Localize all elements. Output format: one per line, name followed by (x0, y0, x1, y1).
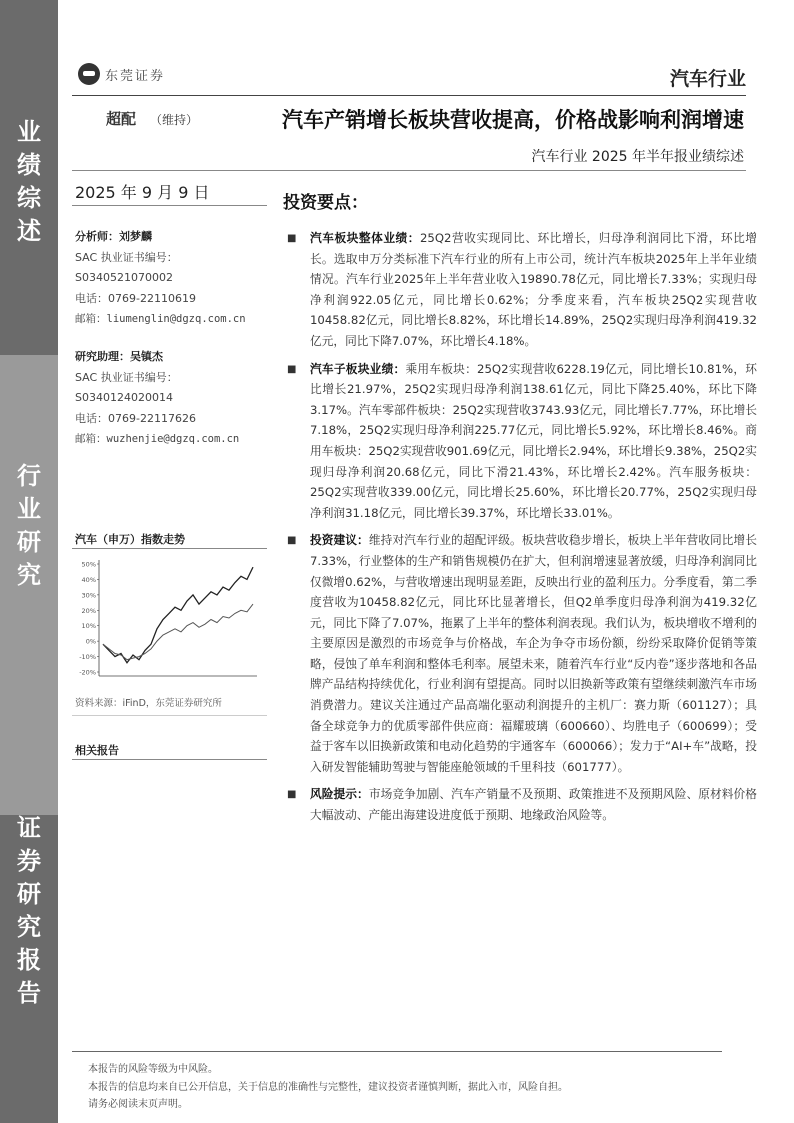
subtitle-divider (72, 170, 746, 171)
analyst-email[interactable]: 邮箱：liumenglin@dgzq.com.cn (75, 313, 246, 325)
company-logo (78, 63, 165, 85)
y-tick-label: -20% (79, 668, 96, 677)
chart-title-divider (72, 548, 267, 549)
chart-source: 资料来源：iFinD，东莞证券研究所 (75, 698, 222, 709)
sidebar-text-securities-report (0, 812, 58, 1010)
series-line-1 (103, 567, 253, 663)
square-bullet-icon: ■ (287, 363, 297, 375)
point-label: 风险提示： (310, 787, 369, 802)
key-points-list (287, 228, 757, 833)
assistant-email[interactable]: 邮箱：wuzhenjie@dgzq.com.cn (75, 433, 240, 445)
point-label: 汽车子板块业绩： (310, 361, 406, 376)
sidebar-char: 业 (17, 495, 41, 523)
footer-divider (72, 1051, 722, 1052)
footer-disclaimer (88, 1061, 568, 1114)
sidebar-char: 绩 (17, 151, 41, 179)
report-subtitle: 汽车行业 2025 年半年报业绩综述 (531, 149, 744, 165)
y-tick-label: 20% (81, 606, 96, 615)
assistant-phone: 电话：0769-22117626 (75, 411, 196, 425)
sidebar-char: 报 (17, 946, 41, 974)
sidebar-text-report-type (0, 116, 58, 248)
square-bullet-icon: ■ (287, 535, 297, 547)
rating-block (106, 108, 198, 129)
point-text: 维持对汽车行业的超配评级。板块营收稳步增长，板块上半年营收同比增长7.33%，行业整体的生产和销售规模仍在扩大，但利润增速显著放缓，归母净利润同比仅微增0.62%，与营收增速出现明显差距，反映出行业的盈利压力。分季度看，第二季度营收为10458.82亿元，同比环比显著增长，但Q2单季度归母净利润为419.32亿元，同比下降了7.07%，拖累了上半年的整体利润表现。我们认为，板块增收不增利的主要原因是激烈的市场竞争与价格战，车企为争夺市场份额，纷纷采取降价促销等策略，侵蚀了单车利润和整体毛利率。展望未来，随着汽车行业“反内卷”逐步落地和各品牌产品结构持续优化，行业利润有望提高。同时以旧换新等政策有望继续刺激汽车市场消费潜力。建议关注通过产品高端化驱动利润提升的主机厂：赛力斯（601127）；具备全球竞争力的优质零部件供应商：福耀玻璃（600660）、均胜电子（600699）；受益于客车以旧换新政策和电动化趋势的宇通客车（600066）；发力于“AI+车”战略，投入研发智能辅助驾驶与智能座舱领域的千里科技（601777）。 (310, 533, 757, 774)
index-trend-chart (75, 556, 260, 691)
footer-read-statement: 请务必阅读末页声明。 (88, 1099, 188, 1110)
sidebar-char: 券 (17, 847, 41, 875)
sidebar-char: 行 (17, 462, 41, 490)
analyst-name: 分析师：刘梦麟 (75, 230, 152, 243)
chart-bottom-divider (72, 715, 267, 716)
footer-risk-level: 本报告的风险等级为中风险。 (88, 1064, 218, 1075)
logo-text: 东莞证券 (105, 68, 166, 84)
sidebar-char: 述 (17, 217, 41, 245)
y-tick-label: 30% (81, 591, 96, 600)
y-tick-label: 40% (81, 575, 96, 584)
key-point-subsectors (287, 359, 757, 524)
header-divider (72, 95, 746, 96)
y-tick-label: 50% (81, 560, 96, 569)
sidebar-char: 证 (17, 814, 41, 842)
left-sidebar-band (0, 0, 58, 1123)
date-divider (72, 205, 267, 206)
point-text: 市场竞争加剧、汽车产销量不及预期、政策推进不及预期风险、原材料价格大幅波动、产能出海建设进度低于预期、地缘政治风险等。 (310, 787, 757, 823)
square-bullet-icon: ■ (287, 789, 297, 801)
sidebar-char: 综 (17, 184, 41, 212)
footer-info-source: 本报告的信息均来自已公开信息，关于信息的准确性与完整性，建议投资者谨慎判断，据此入市，风险自担。 (88, 1081, 568, 1093)
assistant-cert-number: S0340124020014 (75, 391, 173, 404)
series-line-2 (103, 604, 253, 660)
y-tick-label: -10% (79, 653, 96, 662)
sidebar-char: 究 (17, 913, 41, 941)
analyst-card (75, 227, 246, 330)
y-tick-label: 0% (85, 637, 96, 646)
analyst-phone: 电话：0769-22110619 (75, 291, 196, 305)
key-point-risk-warning (287, 784, 757, 825)
sidebar-char: 研 (17, 880, 41, 908)
y-tick-label: 10% (81, 622, 96, 631)
related-reports-divider (72, 759, 267, 760)
sidebar-text-research-type (0, 460, 58, 592)
sidebar-char: 研 (17, 528, 41, 556)
research-assistant-card (75, 347, 239, 450)
assistant-name: 研究助理：吴镇杰 (75, 350, 163, 363)
point-text: 乘用车板块：25Q2实现营收6228.19亿元，同比增长10.81%，环比增长21.97%，25Q2实现归母净利润138.61亿元，同比下降25.40%，环比下降3.17%。汽车零部件板块：25Q2实现营收3743.93亿元，同比增长7.77%，环比增长7.18%，25Q2实现归母净利润225.77亿元，同比增长5.92%，环比增长8.46%。商用车板块：25Q2实现营收901.69亿元，同比增长2.94%，环比增长9.38%，25Q2实现归母净利润20.68亿元，同比下滑21.43%，环比增长2.42%。汽车服务板块：25Q2实现营收339.00亿元，同比增长25.60%，环比增长20.77%，25Q2实现归母净利润31.18亿元，同比增长39.37%，环比增长33.01%。 (310, 361, 757, 520)
logo-mark-icon (78, 63, 100, 85)
point-label: 汽车板块整体业绩： (310, 231, 420, 245)
sidebar-char: 业 (17, 118, 41, 146)
point-text: 25Q2营收实现同比、环比增长，归母净利润同比下滑，环比增长。选取申万分类标准下汽车行业的所有上市公司，统计汽车板块2025年上半年业绩情况。汽车行业2025年上半年营业收入19890.78亿元，同比增长7.33%；实现归母净利润922.05亿元，同比增长0.62%；分季度来看，汽车板块25Q2实现营收10458.82亿元，同比增长8.82%，环比增长14.89%，25Q2实现归母净利润419.32亿元，同比下降7.07%，环比增长4.18%。 (310, 231, 757, 348)
industry-label: 汽车行业 (669, 68, 746, 90)
key-point-overall (287, 228, 757, 352)
rating-label: 超配 (106, 110, 137, 128)
analyst-cert-number: S0340521070002 (75, 271, 173, 284)
sidebar-char: 告 (17, 979, 41, 1007)
report-date: 2025 年 9 月 9 日 (75, 183, 210, 202)
square-bullet-icon: ■ (287, 233, 297, 244)
related-reports-heading: 相关报告 (75, 744, 119, 757)
assistant-cert-label: SAC 执业证书编号： (75, 370, 178, 384)
point-label: 投资建议： (310, 533, 369, 548)
report-title: 汽车产销增长板块营收提高，价格战影响利润增速 (282, 108, 744, 132)
key-point-investment-advice (287, 530, 757, 777)
chart-title: 汽车（申万）指数走势 (75, 533, 185, 546)
sidebar-char: 究 (17, 561, 41, 589)
rating-note: （维持） (150, 113, 199, 127)
key-points-heading: 投资要点： (283, 193, 368, 213)
index-trend-svg (75, 556, 260, 691)
analyst-cert-label: SAC 执业证书编号： (75, 250, 178, 264)
